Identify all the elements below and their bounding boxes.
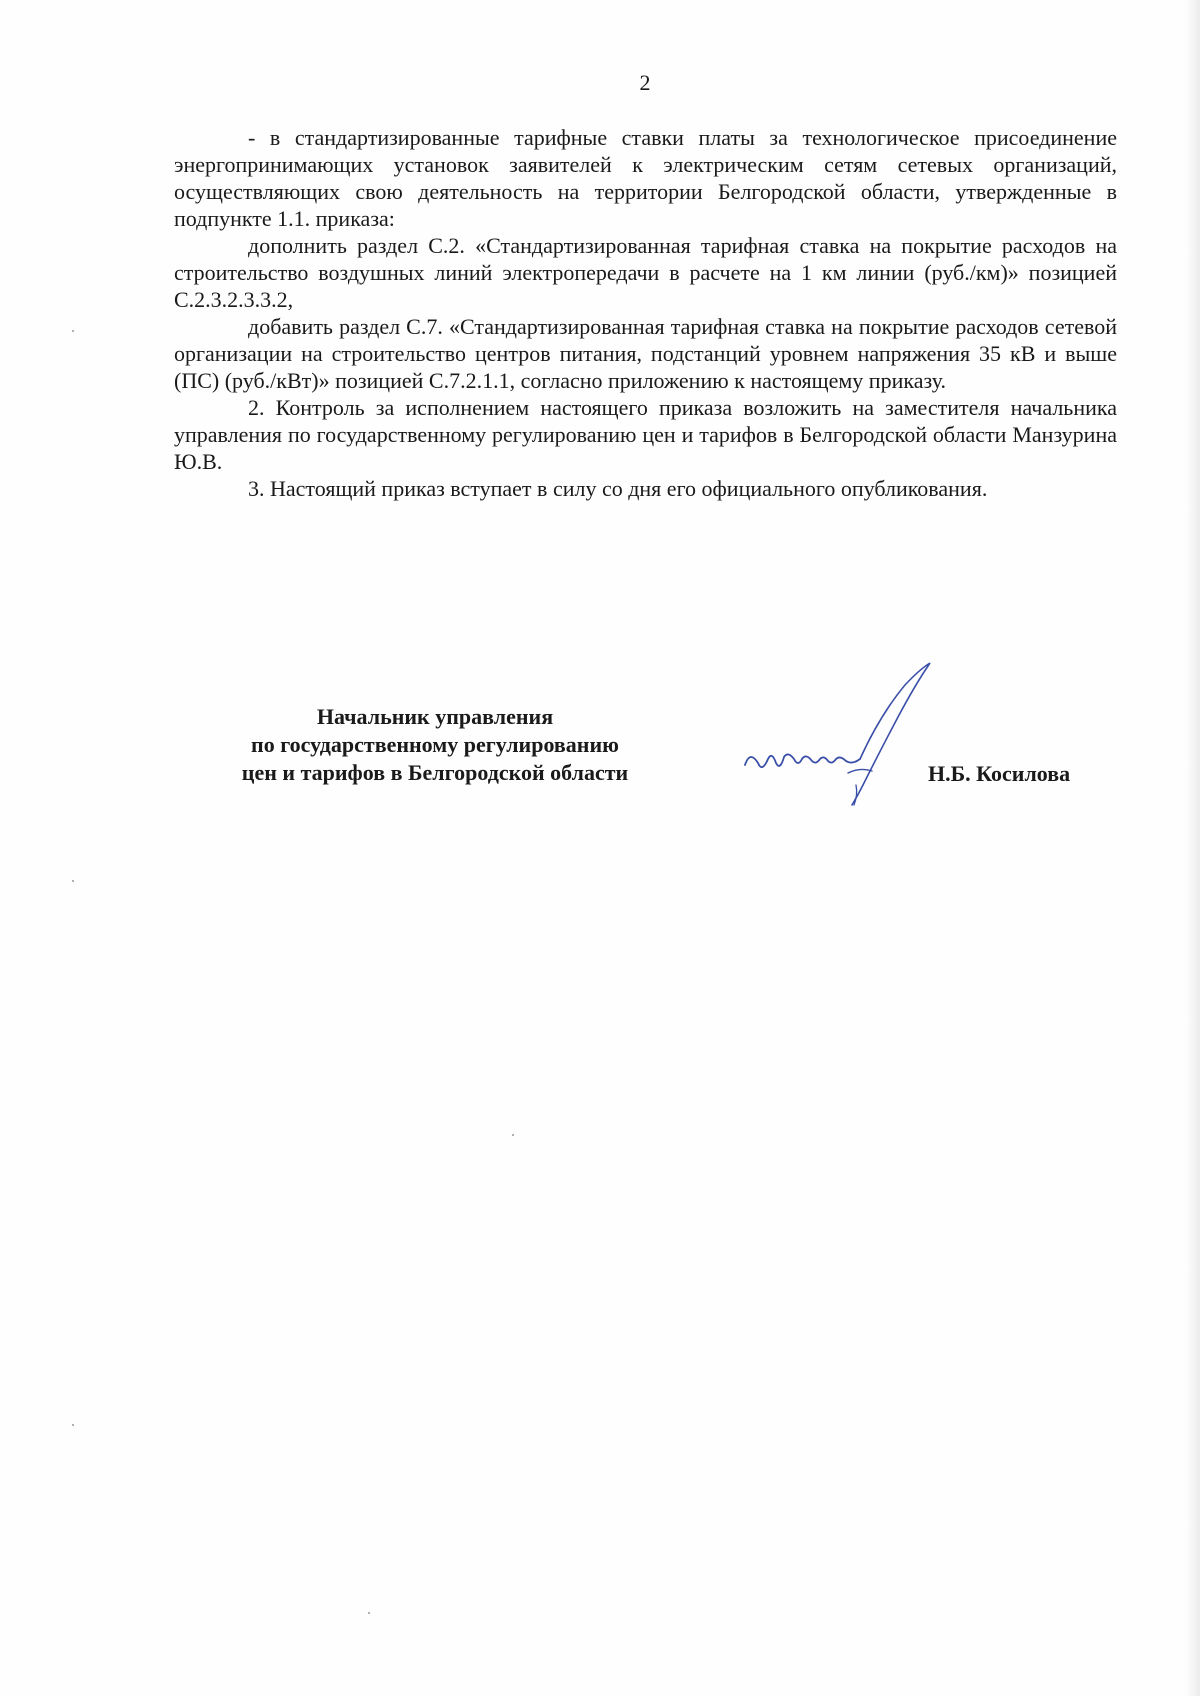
paragraph-effective-date: 3. Настоящий приказ вступает в силу со дня его официального опубликования. bbox=[248, 476, 988, 501]
scan-speck bbox=[368, 1612, 370, 1614]
paragraph-section-c7: добавить раздел С.7. «Стандартизированная тарифная ставка на покрытие расходов сетевой организации на строительство центров питания, подстанций уровнем напряжения 35 кВ и выше (ПС) (руб./кВт)» позицией С.7.2.1.1, согласно приложению к настоящему приказу. bbox=[174, 314, 1117, 393]
scan-speck bbox=[512, 1134, 514, 1136]
scan-speck bbox=[72, 880, 74, 882]
signatory-title bbox=[190, 703, 680, 787]
scan-edge-shadow bbox=[1186, 0, 1200, 1696]
document-body bbox=[174, 124, 1117, 502]
paragraph-control: 2. Контроль за исполнением настоящего приказа возложить на заместителя начальника управления по государственному регулированию цен и тарифов в Белгородской области Манзурина Ю.В. bbox=[174, 395, 1117, 474]
signatory-title-line: цен и тарифов в Белгородской области bbox=[241, 760, 629, 785]
signatory-name: Н.Б. Косилова bbox=[928, 761, 1071, 786]
paragraph-amendment-intro: - в стандартизированные тарифные ставки платы за технологическое присоединение энергопринимающих установок заявителей к электрическим сетям сетевых организаций, осуществляющих свою деятельность на территории Белгородской области, утвержденные в подпункте 1.1. приказа: bbox=[174, 125, 1117, 231]
signatory-title-line: Начальник управления bbox=[316, 704, 554, 729]
handwritten-signature bbox=[740, 655, 940, 825]
scan-speck bbox=[72, 330, 74, 332]
signatory-title-line: по государственному регулированию bbox=[251, 732, 619, 757]
paragraph-section-c2: дополнить раздел С.2. «Стандартизированная тарифная ставка на покрытие расходов на строительство воздушных линий электропередачи в расчете на 1 км линии (руб./км)» позицией С.2.3.2.3.3.2, bbox=[174, 233, 1117, 312]
page-number: 2 bbox=[639, 70, 651, 95]
scan-speck bbox=[72, 1424, 74, 1426]
